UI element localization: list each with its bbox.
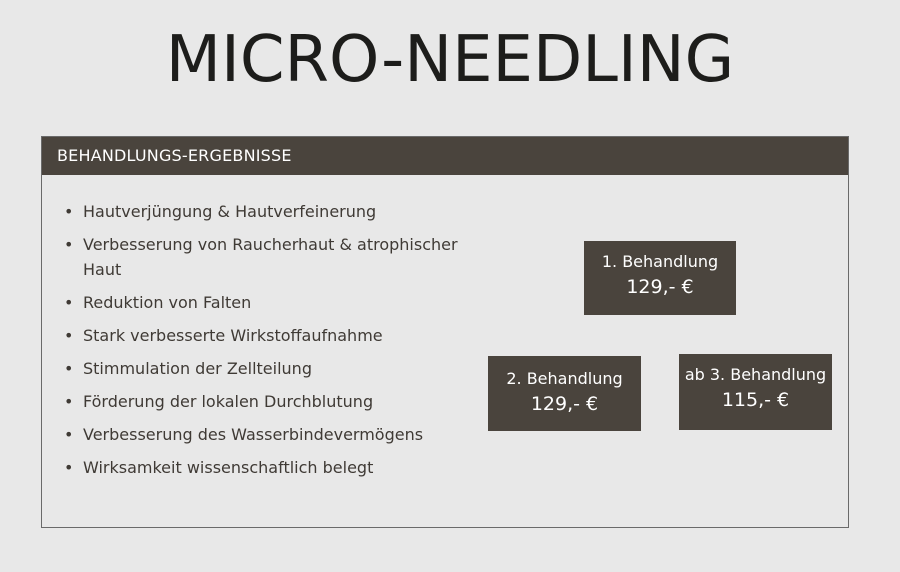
price-label: 2. Behandlung (506, 369, 623, 388)
treatment-results-panel (41, 136, 849, 528)
bullet-icon: • (64, 202, 74, 221)
panel-header: BEHANDLUNGS-ERGEBNISSE (42, 137, 848, 175)
benefit-text: Hautverjüngung & Hautverfeinerung (83, 202, 377, 221)
benefit-item (62, 199, 492, 224)
bullet-icon: • (64, 359, 74, 378)
benefit-item (62, 290, 492, 315)
benefit-item (62, 389, 492, 414)
price-label: ab 3. Behandlung (684, 365, 827, 384)
price-value: 129,- € (530, 393, 599, 415)
price-box-second-treatment (488, 356, 641, 431)
price-label: 1. Behandlung (601, 252, 719, 271)
bullet-icon: • (64, 458, 74, 477)
bullet-icon: • (64, 425, 74, 444)
bullet-icon: • (64, 392, 74, 411)
benefit-text: Stimmulation der Zellteilung (83, 359, 312, 378)
benefit-item (62, 232, 492, 282)
benefit-text: Verbesserung des Wasserbindevermögens (83, 425, 424, 444)
page-title: MICRO-NEEDLING (165, 23, 735, 97)
benefit-text: Verbesserung von Raucherhaut & atrophischer Haut (83, 235, 458, 279)
benefit-item (62, 455, 492, 480)
price-box-first-treatment (584, 241, 736, 315)
benefit-item (62, 323, 492, 348)
benefit-item (62, 422, 492, 447)
benefit-text: Förderung der lokalen Durchblutung (83, 392, 374, 411)
bullet-icon: • (64, 326, 74, 345)
benefit-item (62, 356, 492, 381)
benefit-list (62, 199, 492, 488)
price-value: 129,- € (626, 276, 694, 298)
benefit-text: Wirksamkeit wissenschaftlich belegt (83, 458, 374, 477)
bullet-icon: • (64, 235, 74, 254)
benefit-text: Reduktion von Falten (83, 293, 252, 312)
price-value: 115,- € (721, 389, 790, 411)
bullet-icon: • (64, 293, 74, 312)
benefit-text: Stark verbesserte Wirkstoffaufnahme (83, 326, 383, 345)
price-box-third-treatment (679, 354, 832, 430)
